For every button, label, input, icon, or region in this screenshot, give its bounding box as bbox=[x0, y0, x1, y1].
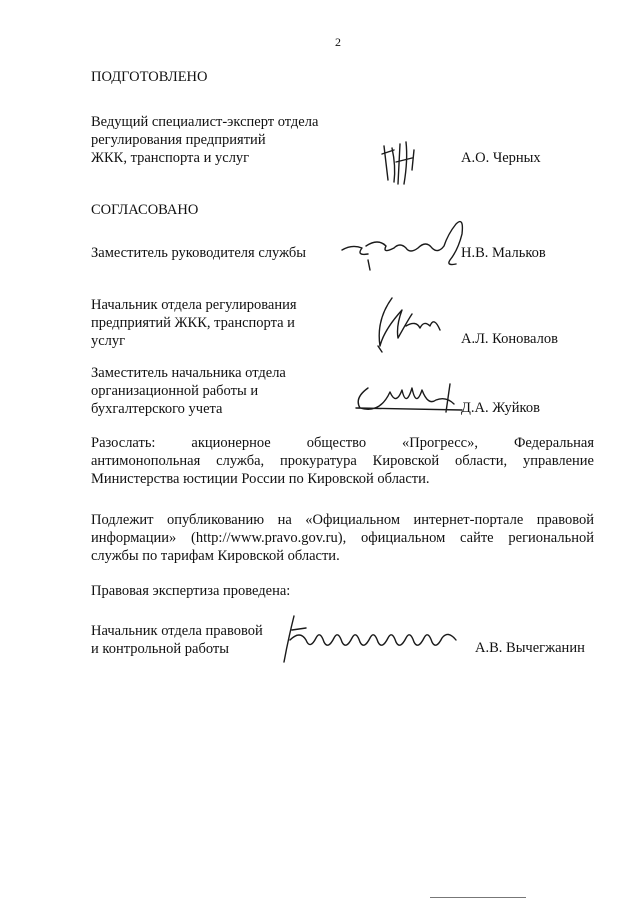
signer-2-position bbox=[91, 296, 297, 350]
signer-3-name: Д.А. Жуйков bbox=[461, 400, 540, 416]
signer-2-name: А.Л. Коновалов bbox=[461, 331, 558, 347]
legal-review-text: Правовая экспертиза проведена: bbox=[91, 583, 291, 599]
signature-chernykh bbox=[378, 140, 428, 188]
prepared-position bbox=[91, 113, 318, 167]
approved-heading: СОГЛАСОВАНО bbox=[91, 202, 199, 218]
prepared-name: А.О. Черных bbox=[461, 150, 541, 166]
legal-review-position-line: и контрольной работы bbox=[91, 641, 229, 657]
prepared-position-line: регулирования предприятий bbox=[91, 132, 266, 148]
signer-2-position-line: услуг bbox=[91, 333, 126, 349]
signature-malkov bbox=[338, 210, 478, 280]
signer-2-position-line: Начальник отдела регулирования bbox=[91, 297, 297, 313]
legal-review-position bbox=[91, 622, 263, 658]
legal-review-name: А.В. Вычегжанин bbox=[475, 640, 585, 656]
publication-line: Подлежит опубликованию на «Официальном интернет-портале правовой bbox=[91, 512, 594, 528]
signature-vychegzhanin bbox=[280, 610, 466, 666]
distribution-paragraph bbox=[91, 434, 594, 488]
signer-3-position bbox=[91, 364, 286, 418]
distribution-line: Разослать: акционерное общество «Прогресс», Федеральная bbox=[91, 435, 594, 451]
signer-3-position-line: Заместитель начальника отдела bbox=[91, 365, 286, 381]
signer-1-name: Н.В. Мальков bbox=[461, 245, 546, 261]
prepared-position-line: Ведущий специалист-эксперт отдела bbox=[91, 114, 319, 130]
signature-konovalov bbox=[368, 290, 458, 356]
signer-3-position-line: организационной работы и bbox=[91, 383, 259, 399]
distribution-line: Министерства юстиции России по Кировской области. bbox=[91, 471, 430, 487]
page-number: 2 bbox=[335, 35, 341, 49]
publication-line: информации» (http://www.pravo.gov.ru), официальном сайте региональной bbox=[91, 530, 594, 546]
signer-1-position: Заместитель руководителя службы bbox=[91, 245, 307, 261]
signer-2-position-line: предприятий ЖКК, транспорта и bbox=[91, 315, 295, 331]
distribution-line: антимонопольная служба, прокуратура Кировской области, управление bbox=[91, 453, 594, 469]
prepared-position-line: ЖКК, транспорта и услуг bbox=[91, 150, 250, 166]
signature-zhuikov bbox=[350, 378, 470, 418]
publication-line: службы по тарифам Кировской области. bbox=[91, 548, 340, 564]
signer-3-position-line: бухгалтерского учета bbox=[91, 401, 223, 417]
legal-review-position-line: Начальник отдела правовой bbox=[91, 623, 263, 639]
footer-divider bbox=[430, 897, 526, 898]
prepared-heading: ПОДГОТОВЛЕНО bbox=[91, 69, 208, 85]
publication-paragraph bbox=[91, 511, 594, 565]
